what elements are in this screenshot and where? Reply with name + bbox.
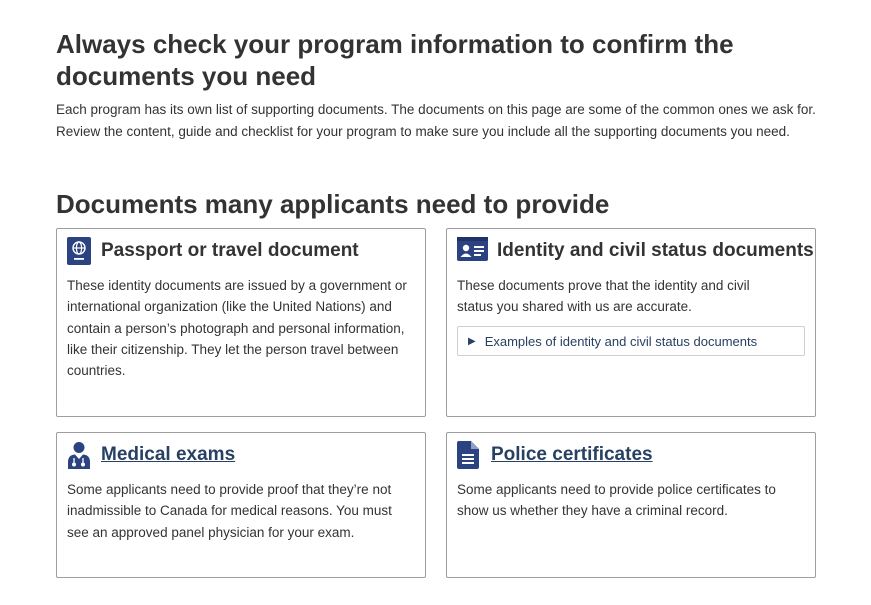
card-police-header [457, 441, 653, 469]
card-medical [56, 432, 426, 578]
card-passport-header [67, 237, 359, 265]
card-police-body: Some applicants need to provide police certificates to show us whether they have a criminal record. [457, 482, 776, 519]
medical-exams-link[interactable]: Medical exams [101, 444, 236, 465]
card-medical-header [67, 441, 235, 469]
card-identity-body: These documents prove that the identity and civil status you shared with us are accurate. [457, 278, 750, 315]
id-card-icon [457, 237, 489, 265]
card-police [446, 432, 816, 578]
police-certificates-link[interactable]: Police certificates [491, 444, 653, 465]
card-medical-body: Some applicants need to provide proof that they’re not inadmissible to Canada for medical reasons. You must see an approved panel physician for your exam. [67, 482, 392, 540]
intro-paragraph: Each program has its own list of supporting documents. The documents on this page are some of the common ones we ask for. Review the content, guide and checklist for your program to make sure you include all the supporting documents you need. [56, 102, 816, 139]
card-identity-title: Identity and civil status documents [497, 240, 814, 261]
page-title: Always check your program information to confirm the documents you need [56, 29, 734, 91]
section-title: Documents many applicants need to provide [56, 189, 610, 219]
passport-icon [67, 237, 93, 265]
doctor-icon [67, 441, 93, 469]
card-passport-body: These identity documents are issued by a government or international organization (like the United Nations) and contain a person’s photograph and personal information, like their citizenship. They let the person travel between countries. [67, 278, 407, 379]
card-passport [56, 228, 426, 417]
expand-triangle-icon: ▶ [468, 335, 476, 347]
card-passport-title: Passport or travel document [101, 240, 359, 261]
card-identity-header [457, 237, 814, 265]
identity-examples-label: Examples of identity and civil status documents [484, 333, 758, 349]
identity-examples-details[interactable] [457, 326, 805, 356]
card-identity [446, 228, 816, 417]
document-icon [457, 441, 483, 469]
